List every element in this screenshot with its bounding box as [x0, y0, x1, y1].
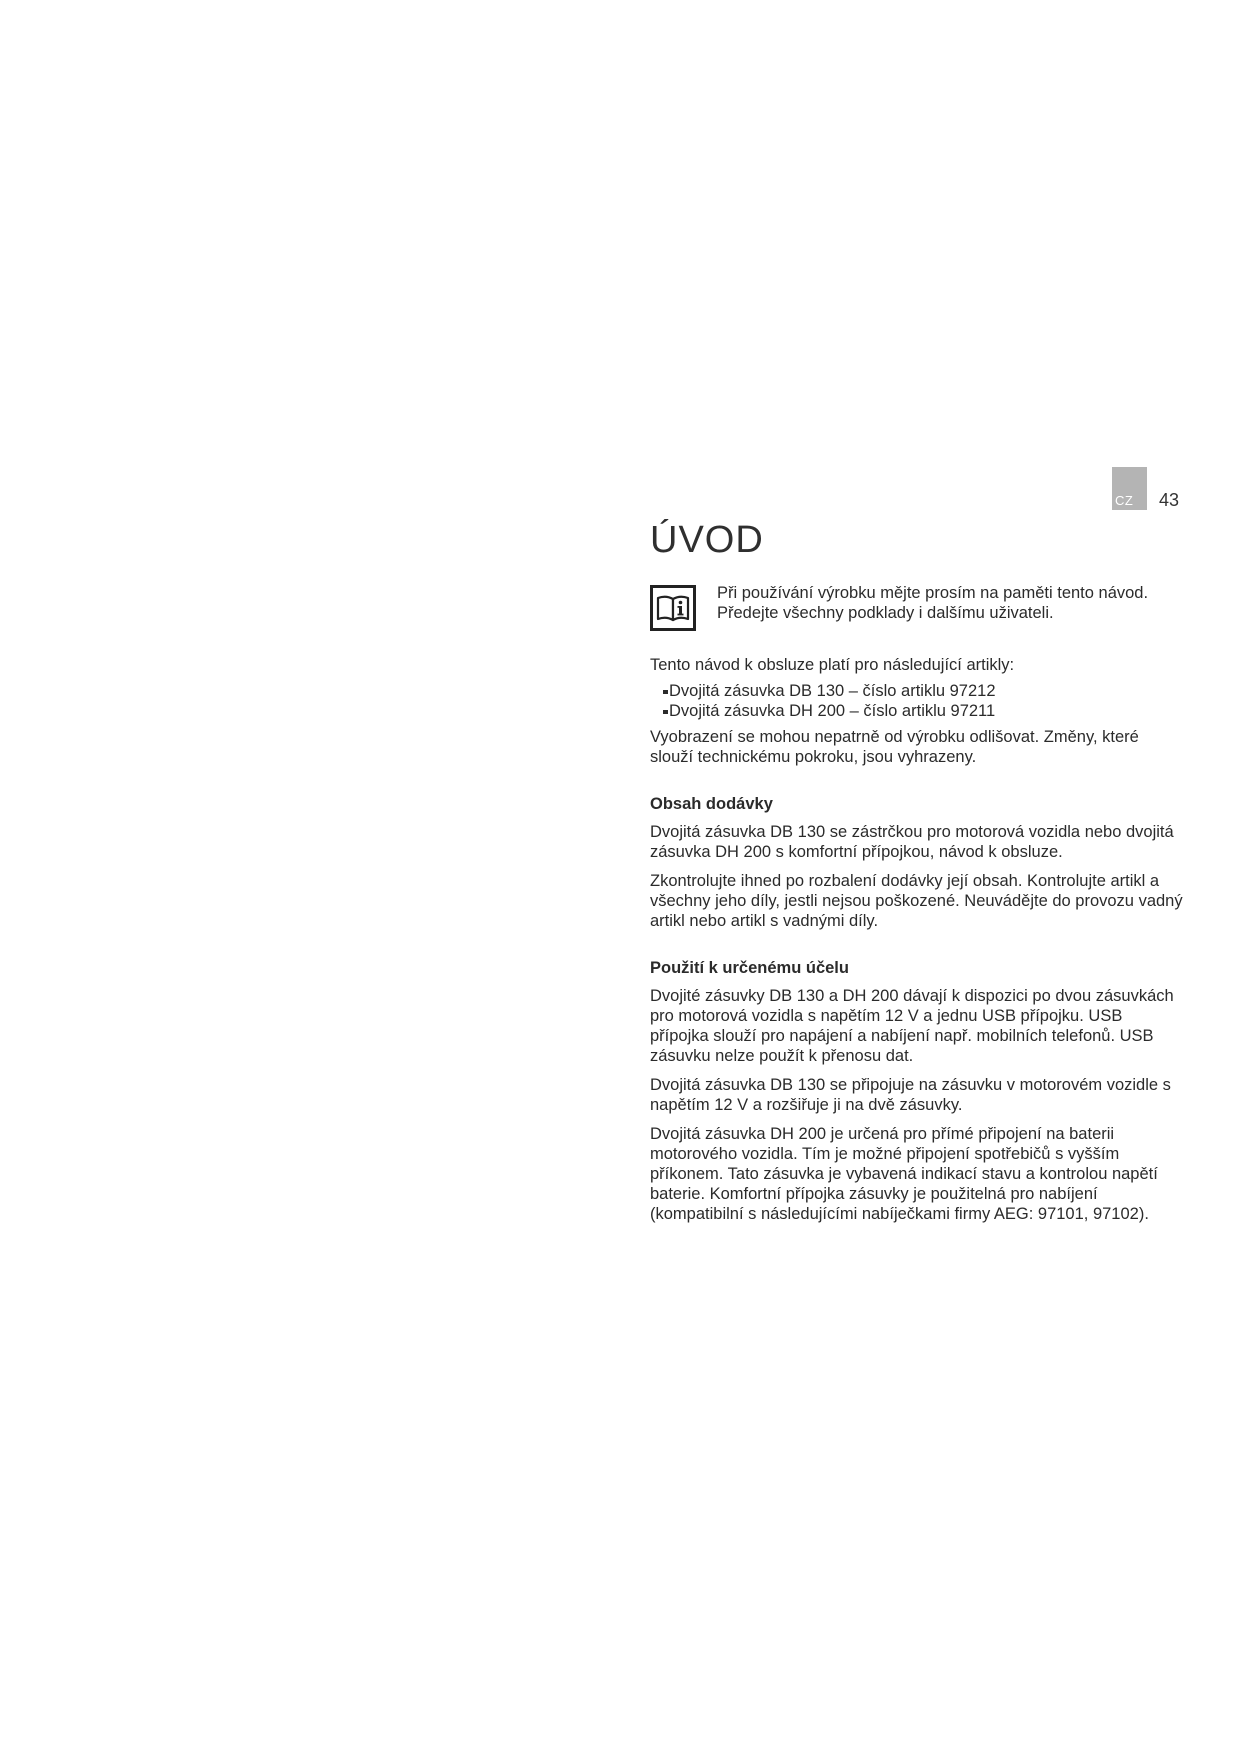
list-item: Dvojitá zásuvka DH 200 – číslo artiklu 97211	[664, 701, 1185, 721]
article-list	[650, 681, 1185, 721]
language-tab-label: CZ	[1115, 493, 1134, 508]
intro-note: Vyobrazení se mohou nepatrně od výrobku odlišovat. Změny, které slouží technickému pokroku, jsou vyhrazeny.	[650, 728, 1139, 766]
section-title-intended-use: Použití k určenému účelu	[650, 959, 849, 977]
section-title-delivery: Obsah dodávky	[650, 795, 773, 813]
page-number: 43	[1159, 490, 1180, 510]
notice-line: Předejte všechny podklady i dalšímu uživateli.	[717, 604, 1054, 622]
manual-notice	[650, 585, 1185, 635]
list-item: Dvojitá zásuvka DB 130 – číslo artiklu 97212	[664, 681, 1185, 701]
paragraph: Dvojité zásuvky DB 130 a DH 200 dávají k dispozici po dvou zásuvkách pro motorová vozidla s napětím 12 V a jednu USB přípojku. USB přípojka slouží pro napájení a nabíjení např. mobilních telefonů. USB zásuvku nelze použít k přenosu dat.	[650, 987, 1174, 1065]
paragraph: Zkontrolujte ihned po rozbalení dodávky její obsah. Kontrolujte artikl a všechny jeho díly, jestli nejsou poškozené. Neuvádějte do provozu vadný artikl nebo artikl s vadnými díly.	[650, 872, 1183, 930]
notice-text	[717, 583, 1148, 623]
page-title: ÚVOD	[650, 519, 764, 561]
intro-text: Tento návod k obsluze platí pro následující artikly:	[650, 656, 1015, 674]
notice-line: Při používání výrobku mějte prosím na paměti tento návod.	[717, 584, 1149, 602]
paragraph: Dvojitá zásuvka DB 130 se připojuje na zásuvku v motorovém vozidle s napětím 12 V a rozšiřuje ji na dvě zásuvky.	[650, 1076, 1171, 1114]
paragraph: Dvojitá zásuvka DB 130 se zástrčkou pro motorová vozidla nebo dvojitá zásuvka DH 200 s komfortní přípojkou, návod k obsluze.	[650, 823, 1174, 861]
language-tab	[1112, 467, 1147, 510]
paragraph: Dvojitá zásuvka DH 200 je určená pro přímé připojení na baterii motorového vozidla. Tím je možné připojení spotřebičů s vyšším příkonem. Tato zásuvka je vybavená indikací stavu a kontrolou napětí baterie. Komfortní přípojka zásuvky je použitelná pro nabíjení (kompatibilní s následujícími nabíječkami firmy AEG: 97101, 97102).	[650, 1125, 1158, 1223]
manual-info-icon	[650, 585, 696, 631]
main-content	[650, 515, 1185, 1224]
